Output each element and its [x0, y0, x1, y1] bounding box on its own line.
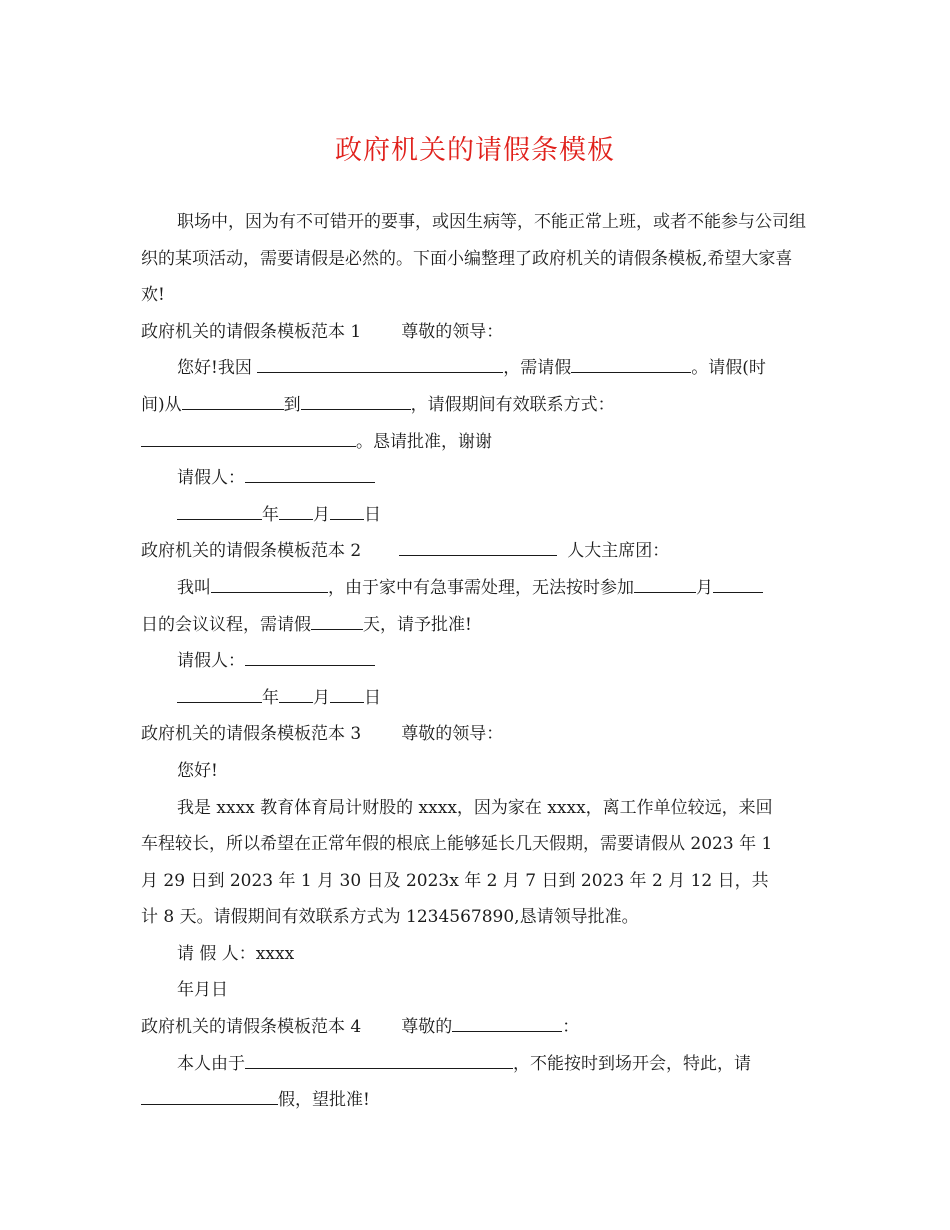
signature-blank[interactable]	[245, 465, 375, 483]
recipient-blank[interactable]	[452, 1014, 562, 1032]
section-1-line-1: 您好!我因 ，需请假 。请假(时	[141, 350, 813, 387]
section-2-heading: 政府机关的请假条模板范本 2	[141, 541, 362, 562]
section-2-date: 年 月 日	[141, 680, 813, 717]
section-4-line-1: 本人由于 ，不能按时到场开会，特此，请	[141, 1046, 813, 1083]
section-4-salutation: 尊敬的	[401, 1017, 453, 1038]
section-1-signature: 请假人：	[141, 460, 813, 497]
reason-blank[interactable]	[245, 1051, 513, 1069]
section-4-heading: 政府机关的请假条模板范本 4	[141, 1017, 362, 1038]
section-2-heading-line	[141, 533, 813, 570]
section-1-line-2: 间)从 到 ，请假期间有效联系方式：	[141, 387, 813, 424]
duration-blank[interactable]	[571, 355, 691, 373]
section-2-line-1: 我叫 ，由于家中有急事需处理，无法按时参加 月	[141, 570, 813, 607]
section-1-heading: 政府机关的请假条模板范本 1	[141, 321, 362, 342]
section-3-salutation: 尊敬的领导：	[401, 724, 504, 745]
to-date-blank[interactable]	[301, 392, 411, 410]
section-4-line-2: 假，望批准!	[141, 1082, 813, 1119]
section-2-line-2: 日的会议议程，需请假 天，请予批准!	[141, 607, 813, 644]
month-blank[interactable]	[279, 685, 313, 703]
recipient-blank[interactable]	[399, 538, 557, 556]
meeting-month-blank[interactable]	[634, 575, 696, 593]
section-3-heading-line	[141, 716, 813, 753]
from-date-blank[interactable]	[182, 392, 284, 410]
section-1-date: 年 月 日	[141, 497, 813, 534]
section-2-salutation: 人大主席团：	[567, 541, 670, 562]
section-3-greeting: 您好!	[177, 760, 218, 781]
page-title: 政府机关的请假条模板	[335, 135, 615, 166]
section-3-heading: 政府机关的请假条模板范本 3	[141, 724, 362, 745]
contact-blank[interactable]	[141, 429, 356, 447]
section-4-heading-line: 政府机关的请假条模板范本 4 尊敬的 ：	[141, 1009, 813, 1046]
month-blank[interactable]	[279, 502, 313, 520]
day-blank[interactable]	[330, 502, 364, 520]
year-blank[interactable]	[177, 685, 262, 703]
section-3-body: 我是 xxxx 教育体育局计财股的 xxxx，因为家在 xxxx，离工作单位较远，来回车程较长，所以希望在正常年假的根底上能够延长几天假期，需要请假从 2023 年 1 月 29 日到 2023 年 1 月 30 日及 2023x 年 2 月 7 日到 2023 年 2 月 12 日，共计 8 天。请假期间有效联系方式为 1234567890,恳请领导批准。	[141, 797, 778, 928]
intro-paragraph: 职场中，因为有不可错开的要事，或因生病等，不能正常上班，或者不能参与公司组织的某项活动，需要请假是必然的。下面小编整理了政府机关的请假条模板,希望大家喜欢!	[141, 212, 806, 306]
section-1-salutation: 尊敬的领导：	[401, 321, 504, 342]
section-1-line-3: 。恳请批准，谢谢	[141, 424, 813, 461]
days-blank[interactable]	[311, 612, 363, 630]
reason-blank[interactable]	[257, 355, 503, 373]
signature-blank[interactable]	[245, 648, 375, 666]
section-3-date: 年月日	[177, 980, 228, 1001]
section-3-signature: 请 假 人：xxxx	[177, 943, 295, 964]
document-body	[141, 204, 813, 1119]
year-blank[interactable]	[177, 502, 262, 520]
leave-type-blank[interactable]	[141, 1087, 278, 1105]
section-2-signature: 请假人：	[141, 643, 813, 680]
name-blank[interactable]	[211, 575, 328, 593]
day-blank[interactable]	[330, 685, 364, 703]
meeting-day-blank[interactable]	[713, 575, 763, 593]
section-1-heading-line	[141, 314, 813, 351]
